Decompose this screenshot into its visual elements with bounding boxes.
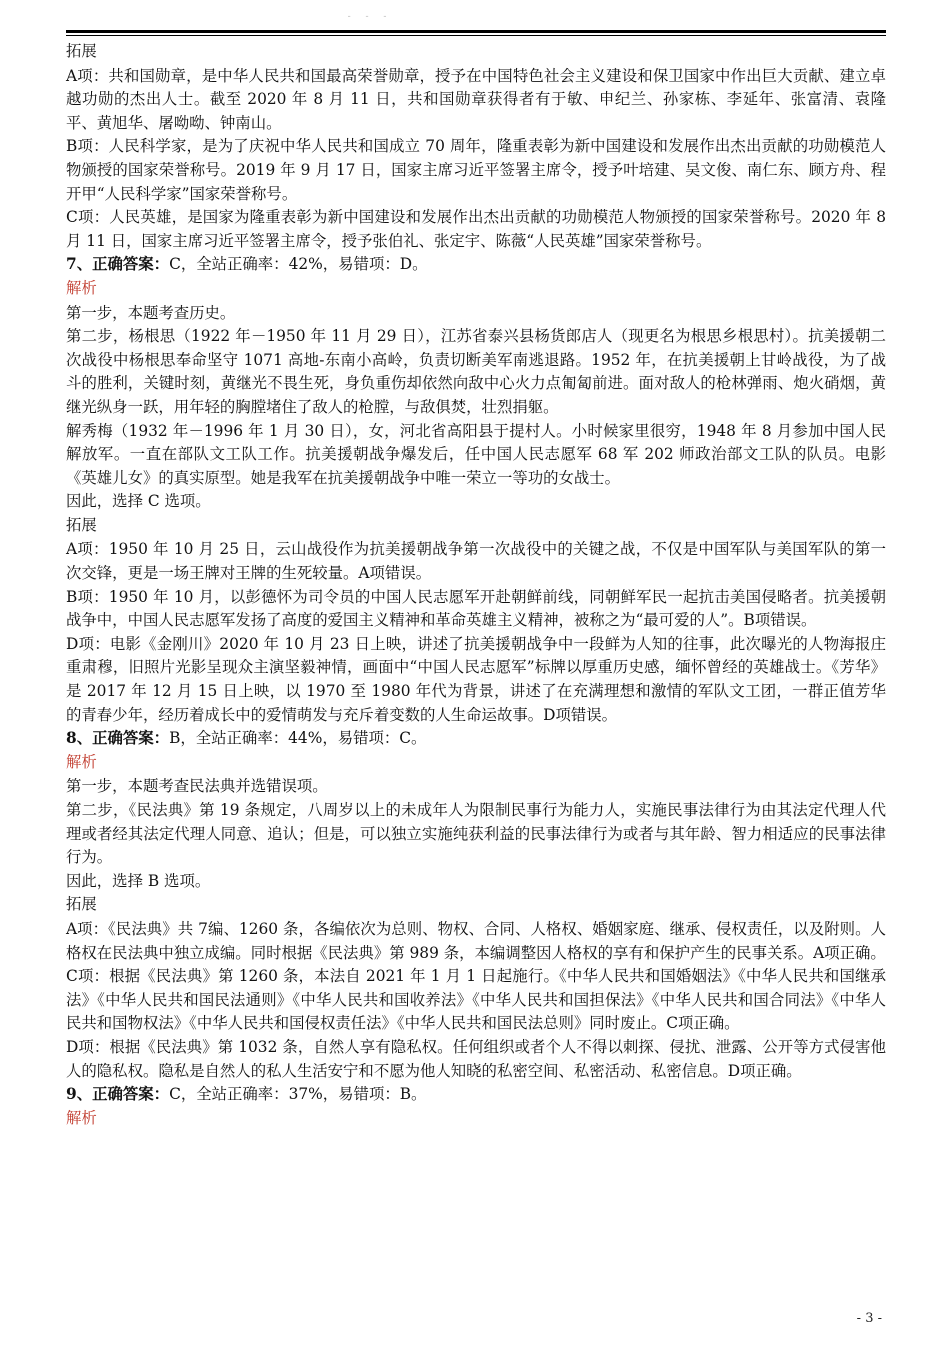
step-two: 第二步，《民法典》第 19 条规定，八周岁以上的未成年人为限制民事行为能力人，实施民事法律行为由其法定代理人代理或者经其法定代理人同意、追认；但是，可以独立实施纯获利益的民事法律行为或者与其年龄、智力相适应的民事法律行为。: [66, 801, 886, 867]
header-mark: - - -: [347, 12, 393, 22]
page-content: [66, 40, 886, 1131]
step-two: 第二步，杨根思（1922 年－1950 年 11 月 29 日），江苏省泰兴县杨货郎店人（现更名为根思乡根思村）。抗美援朝二次战役中杨根思奉命坚守 1071 高地-东南小高岭，负责切断美军南逃退路。1952 年，在抗美援朝上甘岭战役，为了战斗的胜利，关键时刻，黄继光不畏生死，身负重伤却依然向敌中心火力点匍匐前进。面对敌人的枪林弹雨、炮火硝烟，黄继光纵身一跃，用年轻的胸膛堵住了敌人的枪膛，与敌俱焚，壮烈捐躯。: [66, 327, 886, 416]
extension-heading: 拓展: [66, 42, 97, 60]
option-c-text: C项：根据《民法典》第 1260 条，本法自 2021 年 1 月 1 日起施行。《中华人民共和国婚姻法》《中华人民共和国继承法》《中华人民共和国民法通则》《中华人民共和国收养法》《中华人民共和国担保法》《中华人民共和国合同法》《中华人民共和国物权法》《中华人民共和国侵权责任法》《中华人民共和国民法总则》同时废止。C项正确。: [66, 967, 886, 1033]
answer-line: [66, 253, 886, 277]
step-one: 第一步，本题考查历史。: [66, 303, 236, 322]
page-number: - 3 -: [856, 1311, 882, 1326]
answer-prefix: 8、正确答案：: [66, 729, 170, 748]
option-d-text: D项：电影《金刚川》2020 年 10 月 23 日上映，讲述了抗美援朝战争中一段鲜为人知的往事，此次曝光的人物海报庄重肃穆，旧照片光影呈现众主演坚毅神情，画面中“中国人民志愿军”标牌以厚重历史感，缅怀曾经的英雄战士。《芳华》是 2017 年 12 月 15 日上映，以 1970 至 1980 年代为背景，讲述了在充满理想和激情的军队文工团，一群正值芳华的青春少年，经历着成长中的爱情萌发与充斥着变数的人生命运故事。D项错误。: [66, 634, 886, 724]
option-a-text: A项：1950 年 10 月 25 日，云山战役作为抗美援朝战争第一次战役中的关键之战，不仅是中国军队与美国军队的第一次交锋，更是一场王牌对王牌的生死较量。A项错误。: [66, 540, 886, 583]
extension-heading: 拓展: [66, 515, 97, 534]
question-7: [66, 253, 886, 727]
analysis-heading: 解析: [66, 1108, 97, 1127]
option-a-text: A项：共和国勋章，是中华人民共和国最高荣誉勋章，授予在中国特色社会主义建设和保卫国家中作出巨大贡献、建立卓越功勋的杰出人士。截至 2020 年 8 月 11 日，共和国勋章获得者有于敏、申纪兰、孙家栋、李延年、张富清、袁隆平、黄旭华、屠呦呦、钟南山。: [66, 66, 886, 132]
answer-prefix: 9、正确答案：: [66, 1085, 170, 1104]
option-c-text: C项：人民英雄，是国家为隆重表彰为新中国建设和发展作出杰出贡献的功勋模范人物颁授的国家荣誉称号。2020 年 8 月 11 日，国家主席习近平签署主席令，授予张伯礼、张定宇、陈薇“人民英雄”国家荣誉称号。: [66, 208, 886, 250]
option-d-text: D项：根据《民法典》第 1032 条，自然人享有隐私权。任何组织或者个人不得以刺探、侵扰、泄露、公开等方式侵害他人的隐私权。隐私是自然人的私人生活安宁和不愿为他人知晓的私密空间、私密活动、私密信息。D项正确。: [66, 1037, 886, 1080]
analysis-heading: 解析: [66, 752, 97, 771]
conclusion: 因此，选择 B 选项。: [66, 871, 211, 890]
answer-detail: C，全站正确率：37%，易错项：B。: [169, 1085, 427, 1104]
conclusion: 因此，选择 C 选项。: [66, 492, 211, 511]
answer-detail: C，全站正确率：42%，易错项：D。: [169, 255, 428, 274]
section-6-extension: [66, 40, 886, 253]
answer-line: [66, 1083, 886, 1107]
option-a-text: A项：《民法典》共 7编、1260 条，各编依次为总则、物权、合同、人格权、婚姻家庭、继承、侵权责任，以及附则。人格权在民法典中独立成编。同时根据《民法典》第 989 条，本编调整因人格权的享有和保护产生的民事关系。A项正确。: [66, 919, 886, 962]
option-b-text: B项：1950 年 10 月，以彭德怀为司令员的中国人民志愿军开赴朝鲜前线，同朝鲜军民一起抗击美国侵略者。抗美援朝战争中，中国人民志愿军发扬了高度的爱国主义精神和革命英雄主义精神，被称之为“最可爱的人”。B项错误。: [66, 587, 886, 630]
option-b-text: B项：人民科学家，是为了庆祝中华人民共和国成立 70 周年，隆重表彰为新中国建设和发展作出杰出贡献的功勋模范人物颁授的国家荣誉称号。2019 年 9 月 17 日，国家主席习近平签署主席令，授予叶培建、吴文俊、南仁东、顾方舟、程开甲“人民科学家”国家荣誉称号。: [66, 137, 886, 203]
extension-heading: 拓展: [66, 895, 97, 914]
analysis-heading: 解析: [66, 278, 97, 297]
question-8: [66, 727, 886, 1083]
question-9: [66, 1083, 886, 1130]
step-one: 第一步，本题考查民法典并选错误项。: [66, 777, 328, 796]
answer-prefix: 7、正确答案：: [66, 255, 170, 274]
answer-detail: B，全站正确率：44%，易错项：C。: [169, 729, 427, 748]
step-three: 解秀梅（1932 年－1996 年 1 月 30 日），女，河北省高阳县于提村人。小时候家里很穷，1948 年 8 月参加中国人民解放军。一直在部队文工队工作。抗美援朝战争爆发后，任中国人民志愿军 68 军 202 师政治部文工队的队员。电影《英雄儿女》的真实原型。她是我军在抗美援朝战争中唯一荣立一等功的女战士。: [66, 421, 886, 487]
header-rule-thick: [66, 30, 886, 33]
answer-line: [66, 727, 886, 751]
header-rule-thin: [66, 35, 886, 36]
